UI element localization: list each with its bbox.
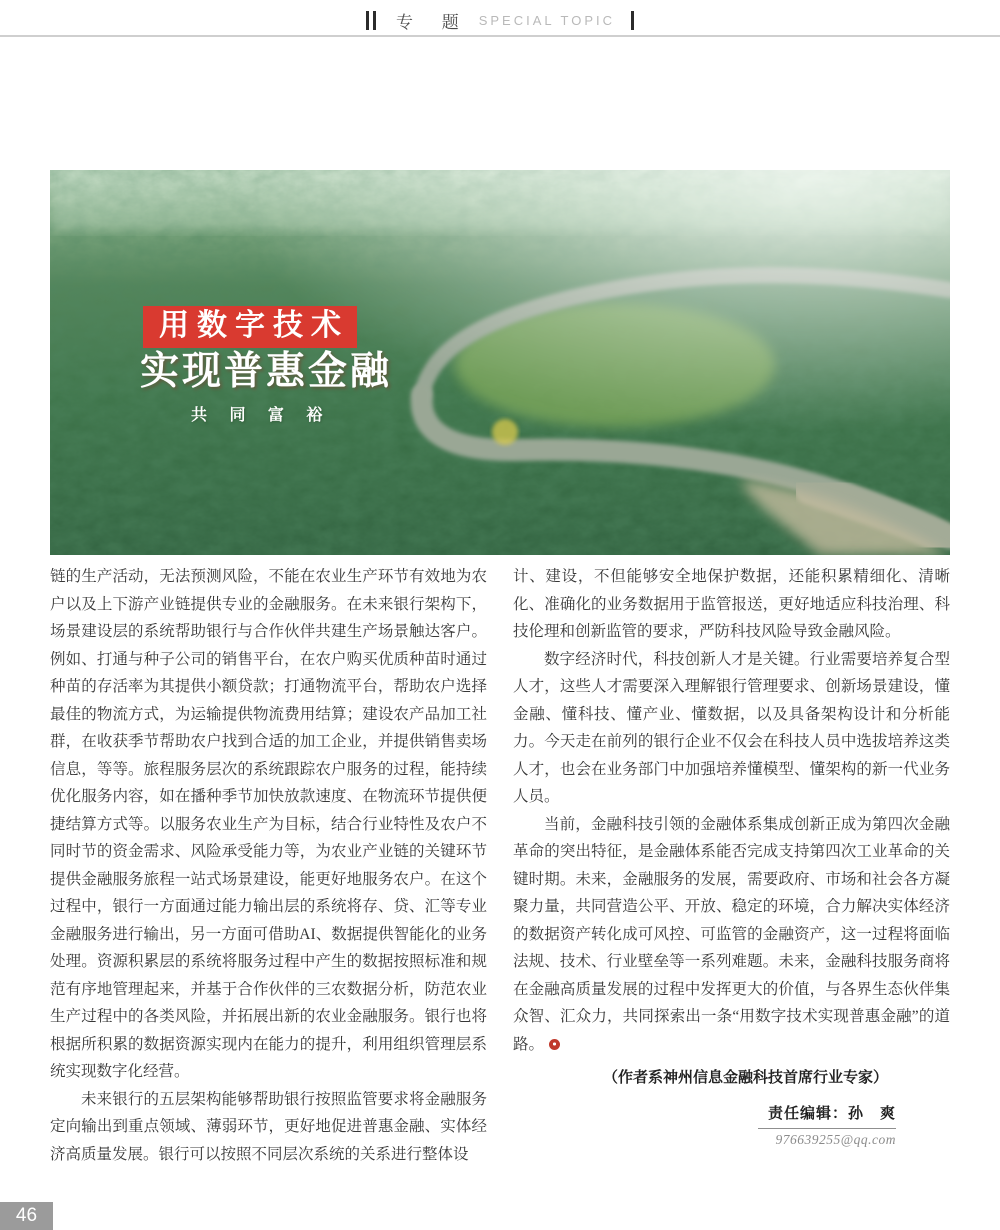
double-bar-icon: [366, 11, 376, 30]
header-title-en: SPECIAL TOPIC: [478, 13, 616, 28]
body-paragraph: 未来银行的五层架构能够帮助银行按照监管要求将金融服务定向输出到重点领域、薄弱环节，更好地促进普惠金融、实体经济高质量发展。银行可以按照不同层次系统的关系进行整体设: [50, 1090, 487, 1163]
hero-badge-title: 用数字技术: [143, 306, 357, 348]
editor-name: 责任编辑：孙 爽: [767, 1105, 896, 1122]
body-paragraph: 数字经济时代，科技创新人才是关键。行业需要培养复合型人才，这些人才需要深入理解银行管理要求、创新场景建设，懂金融、懂科技、懂产业、懂数据，以及具备架构设计和分析能力。今天走在前列的银行企业不仅会在科技人员中选拔培养这类人才，也会在业务部门中加强培养懂模型、懂架构的新一代业务人员。: [513, 650, 950, 805]
body-paragraph: 当前，金融科技引领的金融体系集成创新正成为第四次金融革命的突出特征，是金融体系能否完成支持第四次工业革命的关键时期。未来，金融服务的发展，需要政府、市场和社会各方凝聚力量，共同营造公平、开放、稳定的环境，合力解决实体经济的数据资产转化成可风控、可监管的金融资产，这一过程将面临法规、技术、行业壁垒等一系列难题。未来，金融科技服务商将在金融高质量发展的过程中发挥更大的价值，与各界生态伙伴集众智、汇众力，共同探索出一条“用数字技术实现普惠金融”的道路。: [513, 815, 950, 1053]
page-header: [0, 8, 1000, 33]
hero-photo: [50, 170, 950, 555]
hero-main-title: 实现普惠金融: [140, 350, 393, 393]
editor-credits: [656, 1102, 896, 1148]
hero-subtitle: 共 同 富 裕: [191, 407, 332, 424]
body-paragraph: 链的生产活动，无法预测风险，不能在农业生产环节有效地为农户以及上下游产业链提供专业的金融服务。在未来银行架构下，场景建设层的系统帮助银行与合作伙伴共建生产场景触达客户。例如、打通与种子公司的销售平台，在农户购买优质种苗时通过种苗的存活率为其提供小额贷款；打通物流平台，帮助农户选择最佳的物流方式，为运输提供物流费用结算；建设农产品加工社群，在收获季节帮助农户找到合适的加工企业，并提供销售卖场信息，等等。旅程服务层次的系统跟踪农户服务的过程，能持续优化服务内容，如在播种季节加快放款速度、在物流环节提供便捷结算方式等。以服务农业生产为目标，结合行业特性及农户不同时节的资金需求、风险承受能力等，为农业产业链的关键环节提供金融服务旅程一站式场景建设，能更好地服务农户。在这个过程中，银行一方面通过能力输出层的系统将存、贷、汇等专业金融服务进行输出，另一方面可借助AI、数据提供智能化的业务处理。资源积累层的系统将服务过程中产生的数据按照标准和规范有序地管理起来，并基于合作伙伴的三农数据分析，防范农业生产过程中的各类风险，并拓展出新的农业金融服务。银行也将根据所积累的数据资源实现内在能力的提升，利用组织管理层系统实现数字化经营。: [50, 568, 487, 1080]
author-note: （作者系神州信息金融科技首席行业专家）: [602, 1069, 888, 1086]
article-body: [50, 563, 950, 1168]
body-paragraph: 计、建设，不但能够安全地保护数据，还能积累精细化、清晰化、准确化的业务数据用于监管报送，更好地适应科技治理、科技伦理和创新监管的要求，严防科技风险导致金融风险。: [513, 568, 950, 640]
page-number-tab: [0, 1202, 53, 1230]
article-column-left: [50, 563, 487, 1168]
header-title-cn: 专 题: [395, 13, 471, 32]
article-end-icon: [549, 1039, 560, 1050]
page-number: 46: [15, 1205, 38, 1226]
header-rule-divider: [0, 35, 1000, 37]
article-column-right: [513, 563, 950, 1168]
editor-email: 976639255@qq.com: [775, 1132, 896, 1147]
single-bar-icon: [631, 11, 634, 30]
